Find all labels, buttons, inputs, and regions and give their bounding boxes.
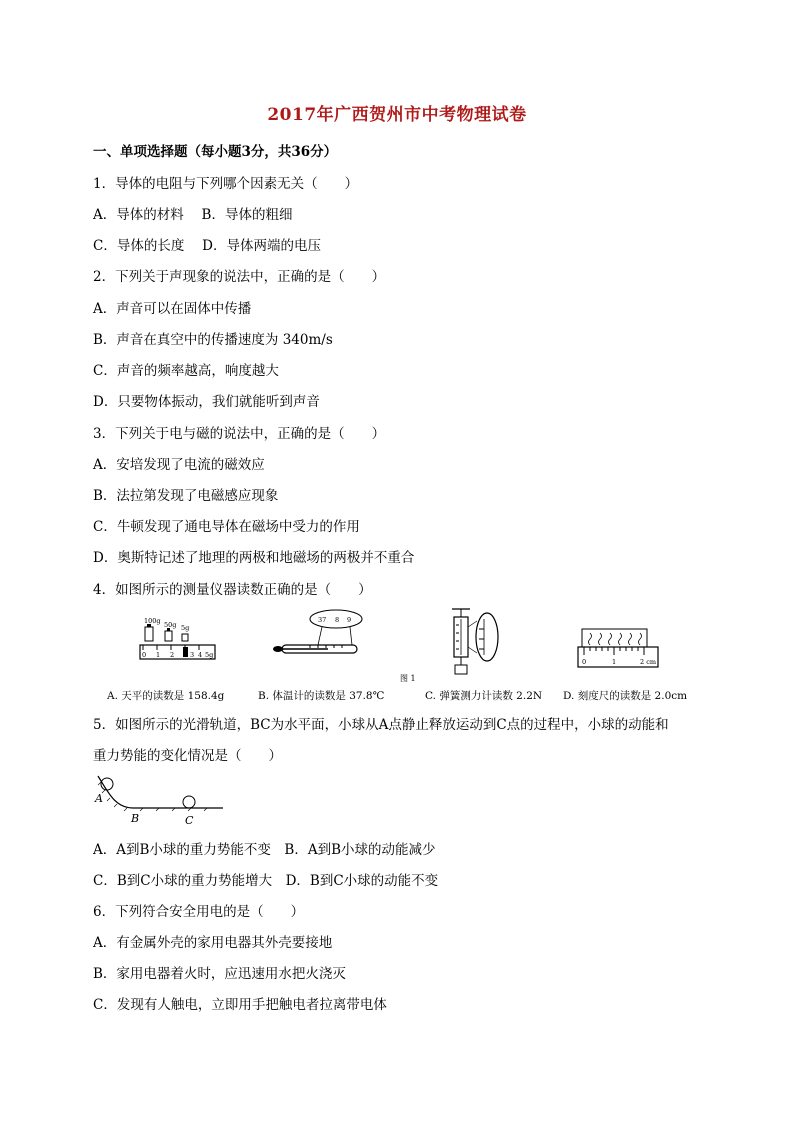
scale-num-4: 4 xyxy=(198,651,203,659)
ruler-num-2cm: 2 cm xyxy=(640,658,657,666)
scale-num-2: 2 xyxy=(170,651,175,659)
q5-options-ab: A．A到B小球的重力势能不变 B．A到B小球的动能减少 xyxy=(93,842,436,858)
q5-options-cd: C．B到C小球的重力势能增大 D．B到C小球的动能不变 xyxy=(93,873,439,889)
thermo-num-8: 8 xyxy=(335,616,340,624)
q3-option-b: B．法拉第发现了电磁感应现象 xyxy=(93,488,279,504)
q3-stem: 3．下列关于电与磁的说法中，正确的是（ ） xyxy=(93,426,386,442)
scale-num-1: 1 xyxy=(156,651,161,659)
q3-option-d: D．奥斯特记述了地理的两极和地磁场的两极并不重合 xyxy=(93,550,415,566)
scale-num-3: 3 xyxy=(190,651,195,659)
page-title: 2017年广西贺州市中考物理试卷 xyxy=(267,105,527,125)
q5-stem-line2: 重力势能的变化情况是（ ） xyxy=(93,748,282,764)
q2-option-a: A．声音可以在固体中传播 xyxy=(93,301,252,317)
thermo-num-37: 37 xyxy=(318,616,327,624)
ruler-num-0: 0 xyxy=(582,658,587,666)
q3-option-a: A．安培发现了电流的磁效应 xyxy=(93,457,265,473)
q2-option-d: D．只要物体振动，我们就能听到声音 xyxy=(93,394,320,410)
q4-stem: 4．如图所示的测量仪器读数正确的是（ ） xyxy=(93,582,372,598)
spring-scale-illustration xyxy=(452,609,498,674)
q2-option-b: B．声音在真空中的传播速度为 340m/s xyxy=(93,332,333,348)
point-a-label: A xyxy=(95,792,103,805)
q4-option-b: B. 体温计的读数是 37.8℃ xyxy=(258,690,385,702)
q1-options-ab: A．导体的材料 B．导体的粗细 xyxy=(93,207,293,223)
q4-option-c: C. 弹簧测力计读数 2.2N xyxy=(425,690,543,702)
section-heading: 一、单项选择题（每小题3分，共36分） xyxy=(93,144,338,160)
q6-option-c: C．发现有人触电，立即用手把触电者拉离带电体 xyxy=(93,997,387,1013)
balance-illustration xyxy=(140,624,215,659)
q1-options-cd: C．导体的长度 D．导体两端的电压 xyxy=(93,238,321,254)
point-c-label: C xyxy=(185,814,194,827)
q4-option-d: D. 刻度尺的读数是 2.0cm xyxy=(563,690,688,702)
weight-label-5g: 5g xyxy=(181,624,190,632)
q3-option-c: C．牛顿发现了通电导体在磁场中受力的作用 xyxy=(93,519,360,535)
point-b-label: B xyxy=(131,812,140,825)
q4-option-a: A. 天平的读数是 158.4g xyxy=(107,690,225,702)
figure-2-track xyxy=(93,772,228,832)
weight-label-100g: 100g xyxy=(144,617,161,625)
q5-stem-line1: 5．如图所示的光滑轨道，BC为水平面，小球从A点静止释放运动到C点的过程中，小球的动能和 xyxy=(93,717,669,733)
q6-option-b: B．家用电器着火时，应迅速用水把火浇灭 xyxy=(93,966,346,982)
weight-label-50g: 50g xyxy=(164,621,177,629)
q6-stem: 6．下列符合安全用电的是（ ） xyxy=(93,904,305,920)
q1-stem: 1．导体的电阻与下列哪个因素无关（ ） xyxy=(93,176,359,192)
q6-option-a: A．有金属外壳的家用电器其外壳要接地 xyxy=(93,935,333,951)
scale-num-0: 0 xyxy=(142,651,147,659)
q2-stem: 2．下列关于声现象的说法中，正确的是（ ） xyxy=(93,269,386,285)
thermo-num-9: 9 xyxy=(347,616,352,624)
figure-label: 图 1 xyxy=(400,674,416,683)
q2-option-c: C．声音的频率越高，响度越大 xyxy=(93,363,279,379)
ruler-num-1: 1 xyxy=(612,658,617,666)
scale-num-5g: 5g xyxy=(205,651,214,659)
